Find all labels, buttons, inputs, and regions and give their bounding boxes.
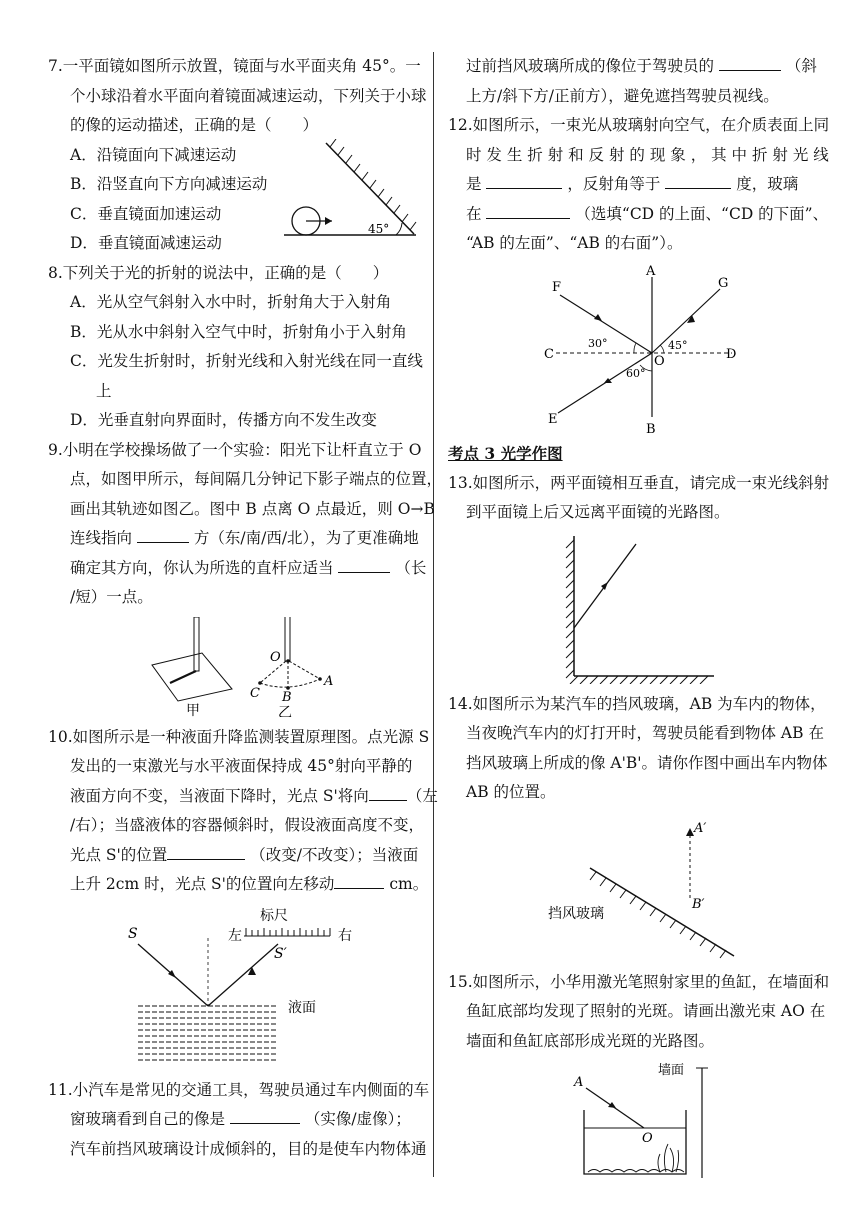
q14-line-3: 挡风玻璃上所成的像 A'B'。请你作图中画出车内物体 — [466, 753, 828, 772]
q7-line-2: 个小球沿着水平面向着镜面减速运动，下列关于小球 — [70, 86, 427, 105]
q11-blank-2[interactable] — [719, 52, 781, 71]
column-divider — [433, 52, 434, 1177]
q7-option-c: C．垂直镜面加速运动 — [70, 204, 222, 223]
q12-label-e: E — [548, 411, 558, 427]
q12-line-3: 是 ，反射角等于 度，玻璃 — [448, 170, 822, 200]
q8-option-b: B．光从水中斜射入空气中时，折射角小于入射角 — [70, 322, 407, 341]
q15-line-1: 15.如图所示，小华用激光笔照射家里的鱼缸，在墙面和 — [448, 972, 830, 991]
q9-shadow-figure — [140, 617, 350, 717]
q10-label-left: 左 — [228, 927, 242, 944]
q7-angle-label: 45° — [368, 221, 390, 236]
section-heading: 考点 3 光学作图 — [448, 443, 563, 463]
q11-line-4: 过前挡风玻璃所成的像位于驾驶员的 （斜 — [448, 52, 822, 82]
q10-line-3: 液面方向不变，当液面下降时，光点 S'将向 （左 — [48, 782, 430, 812]
q10-blank-3[interactable] — [334, 870, 384, 889]
q12-angle-60: 60° — [626, 366, 646, 380]
q9-label-yi: 乙 — [278, 704, 292, 717]
q14-line-2: 当夜晚汽车内的灯打开时，驾驶员能看到物体 AB 在 — [466, 724, 824, 742]
q15-fish-tank-figure — [566, 1060, 726, 1180]
q10-liquid-level-figure — [128, 908, 368, 1068]
q14-label-a-prime: A′ — [694, 820, 707, 836]
q12-line-5: “AB 的左面”、“AB 的右面”）。 — [466, 234, 683, 252]
question-11 — [48, 1076, 430, 1165]
q12-line-2: 时 发 生 折 射 和 反 射 的 现 象 ， 其 中 折 射 光 线 — [466, 145, 829, 164]
left-column — [48, 52, 443, 1164]
q11-line-5: 上方/斜下方/正前方），避免遮挡驾驶员视线。 — [466, 86, 779, 105]
q11-line-2: 窗玻璃看到自己的像是 （实像/虚像）； — [48, 1105, 430, 1135]
q10-line-5: 光点 S'的位置 （改变/不改变）；当液面 — [48, 841, 430, 871]
question-15 — [448, 968, 830, 1181]
q12-label-g: G — [718, 275, 729, 291]
q9-line-5: 确定其方向，你认为所选的直杆应适当 （长 — [48, 554, 430, 584]
q9-line-2: 点，如图甲所示，每间隔几分钟记下影子端点的位置， — [70, 470, 443, 488]
q12-blank-3[interactable] — [486, 200, 570, 219]
q7-option-a: A．沿镜面向下减速运动 — [70, 145, 237, 164]
right-column — [448, 52, 830, 1180]
q9-label-b: B — [282, 689, 292, 705]
question-13 — [448, 469, 830, 684]
q9-blank-1[interactable] — [137, 524, 189, 543]
q14-windshield-figure — [544, 814, 744, 964]
question-8 — [48, 259, 430, 436]
q8-option-c-cont: 上 — [96, 381, 112, 400]
question-10 — [48, 723, 438, 1068]
q9-line-4: 连线指向 方（东/南/西/北），为了更准确地 — [48, 524, 430, 554]
q12-angle-30: 30° — [588, 336, 608, 350]
q10-blank-2[interactable] — [167, 841, 245, 860]
q14-line-4: AB 的位置。 — [466, 783, 556, 801]
q9-line-1: 9.小明在学校操场做了一个实验：阳光下让杆直立于 O — [48, 440, 422, 459]
q7-option-b: B．沿竖直向下方向减速运动 — [70, 175, 268, 193]
q15-label-o: O — [642, 1131, 653, 1146]
q9-line-6: /短）一点。 — [70, 588, 153, 606]
q11-line-3: 汽车前挡风玻璃设计成倾斜的，目的是使车内物体通 — [70, 1139, 427, 1158]
q8-option-d: D．光垂直射向界面时，传播方向不发生改变 — [70, 411, 377, 429]
q10-line-1: 10.如图所示是一种液面升降监测装置原理图。点光源 S — [48, 727, 430, 746]
q10-label-right: 右 — [338, 927, 352, 944]
q9-label-c: C — [250, 685, 260, 701]
q12-refraction-figure — [542, 265, 742, 435]
question-12 — [448, 111, 830, 435]
q11-blank-1[interactable] — [230, 1105, 300, 1124]
q10-blank-1[interactable] — [369, 782, 407, 801]
question-9 — [48, 436, 443, 717]
q10-label-ruler: 标尺 — [260, 907, 288, 924]
q12-line-4: 在 （选填“CD 的上面、“CD 的下面”、 — [448, 200, 822, 230]
q9-line-3: 画出其轨迹如图乙。图中 B 点离 O 点最近，则 O→B — [70, 499, 435, 518]
q10-label-s-prime: S′ — [274, 945, 287, 962]
q14-line-1: 14.如图所示为某汽车的挡风玻璃，AB 为车内的物体， — [448, 694, 826, 713]
q12-label-d: D — [726, 346, 737, 362]
question-11-continued — [448, 52, 822, 111]
q7-line-1: 7.一平面镜如图所示放置，镜面与水平面夹角 45°。一 — [48, 57, 421, 75]
q9-label-jia: 甲 — [186, 702, 200, 717]
q12-label-a: A — [646, 264, 656, 279]
q12-line-1: 12.如图所示，一束光从玻璃射向空气，在介质表面上同 — [448, 116, 830, 134]
q15-line-3: 墙面和鱼缸底部形成光斑的光路图。 — [466, 1031, 715, 1050]
q10-label-liquid: 液面 — [288, 999, 316, 1016]
q7-option-d: D．垂直镜面减速运动 — [70, 234, 222, 252]
q15-label-wall: 墙面 — [658, 1063, 685, 1078]
q7-mirror-figure — [284, 139, 424, 259]
q9-blank-2[interactable] — [338, 554, 390, 573]
q8-option-a: A．光从空气斜射入水中时，折射角大于入射角 — [70, 293, 392, 311]
q13-line-2: 到平面镜上后又远离平面镜的光路图。 — [466, 503, 730, 521]
q10-line-2: 发出的一束激光与水平液面保持成 45°射向平静的 — [70, 757, 413, 775]
q12-label-o: O — [654, 353, 665, 369]
q8-option-c: C．光发生折射时，折射光线和入射光线在同一直线 — [70, 352, 423, 370]
q7-line-3: 的像的运动描述，正确的是（ ） — [70, 116, 319, 134]
q12-blank-2[interactable] — [665, 170, 731, 189]
arrow-icon: → — [410, 499, 424, 518]
q9-label-o: O — [270, 649, 281, 665]
q12-blank-1[interactable] — [486, 170, 562, 189]
q15-label-a: A — [574, 1075, 584, 1090]
q13-line-1: 13.如图所示，两平面镜相互垂直，请完成一束光线斜射 — [448, 473, 830, 492]
q14-label-b-prime: B′ — [692, 896, 705, 912]
q13-mirrors-figure — [564, 534, 724, 684]
q12-label-b: B — [646, 421, 656, 435]
q14-label-windshield: 挡风玻璃 — [548, 905, 604, 922]
q12-label-c: C — [544, 346, 554, 362]
q10-label-s: S — [128, 925, 138, 942]
q12-label-f: F — [552, 279, 562, 295]
q12-angle-45: 45° — [668, 338, 688, 352]
q9-label-a: A — [324, 673, 334, 689]
question-7 — [48, 52, 430, 259]
question-14 — [448, 690, 828, 964]
q8-stem: 8.下列关于光的折射的说法中，正确的是（ ） — [48, 263, 389, 282]
q10-line-4: /右）；当盛液体的容器倾斜时，假设液面高度不变， — [70, 816, 424, 834]
q15-line-2: 鱼缸底部均发现了照射的光斑。请画出激光束 AO 在 — [466, 1002, 826, 1020]
q10-line-6: 上升 2cm 时，光点 S'的位置向左移动 cm。 — [48, 870, 430, 900]
q11-line-1: 11.小汽车是常见的交通工具，驾驶员通过车内侧面的车 — [48, 1080, 430, 1099]
